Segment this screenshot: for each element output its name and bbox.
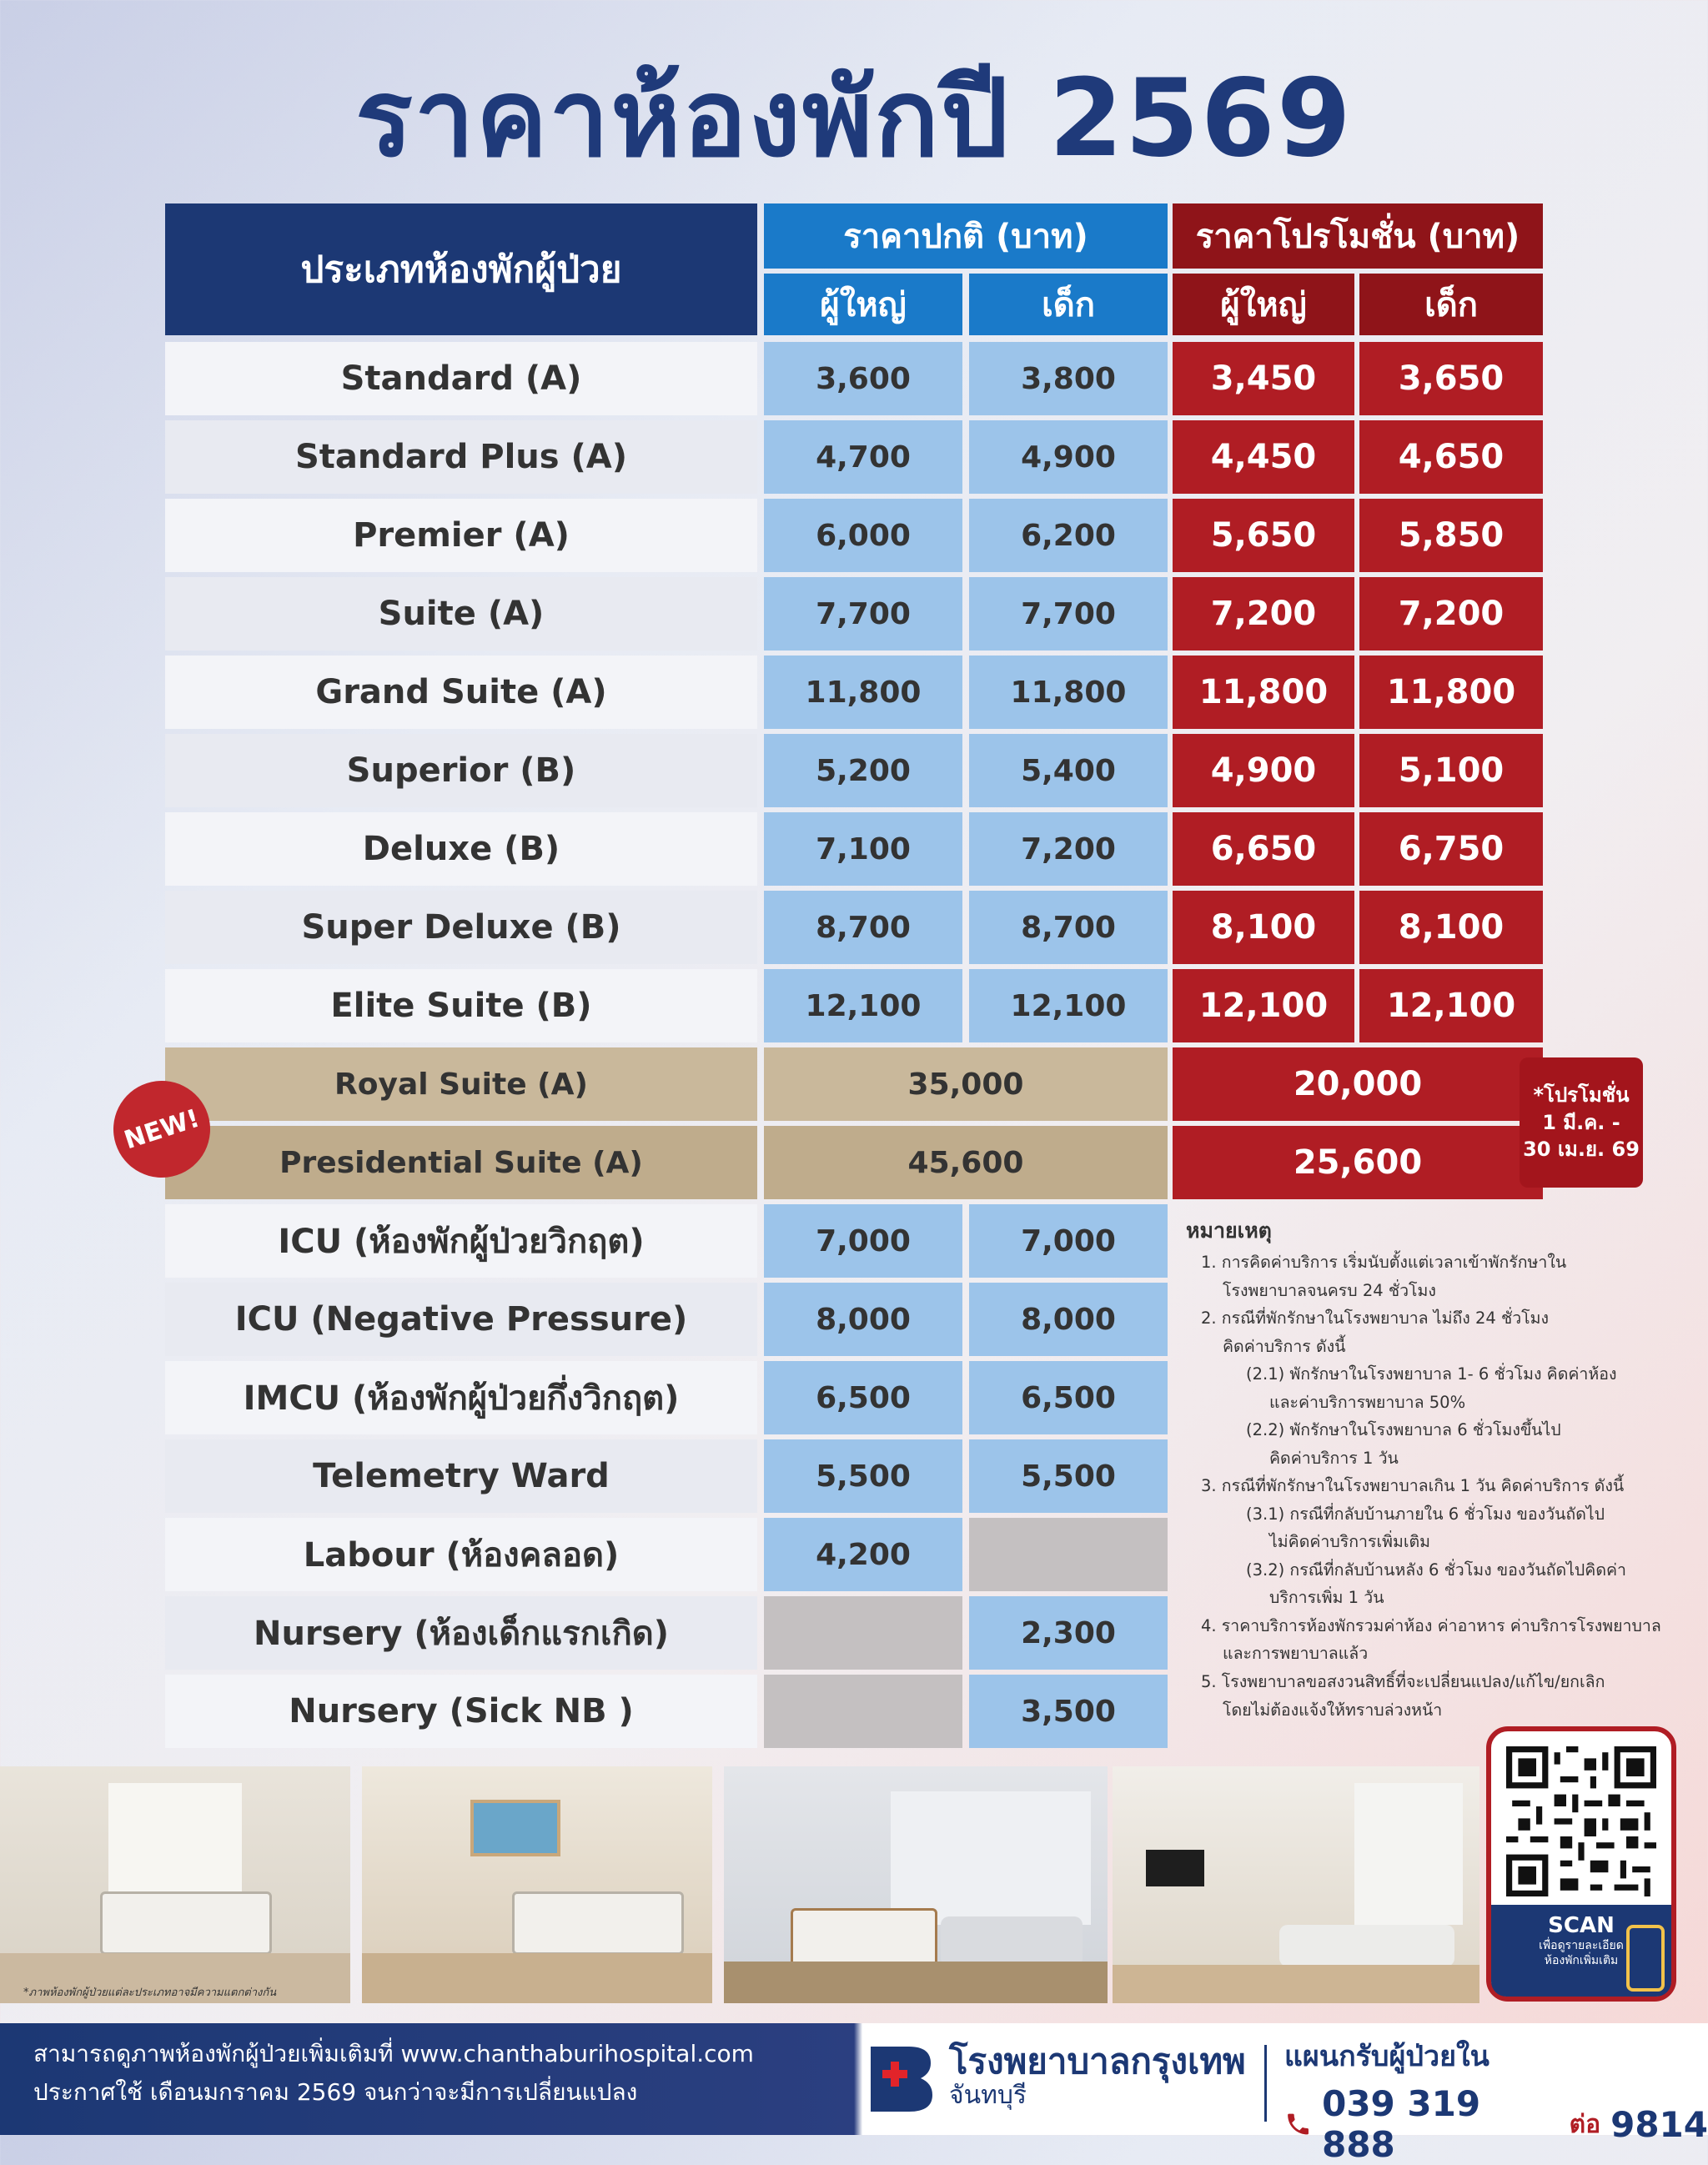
room-name: Superior (B) xyxy=(165,734,757,807)
note-line: (2.1) พักรักษาในโรงพยาบาล 1- 6 ชั่วโมง คิดค่าห้อง xyxy=(1246,1364,1617,1384)
promo-tag-line1: *โปรโมชั่น xyxy=(1533,1083,1630,1108)
extension-label: ต่อ xyxy=(1569,2109,1601,2139)
note-line: และค่าบริการพยาบาล 50% xyxy=(1269,1392,1466,1412)
promo-child-price: 6,750 xyxy=(1359,812,1543,886)
note-line: (2.2) พักรักษาในโรงพยาบาล 6 ชั่วโมงขึ้นไป xyxy=(1246,1420,1561,1440)
regular-adult-price: 8,700 xyxy=(764,891,962,964)
notes-title: หมายเหตุ xyxy=(1186,1218,1272,1243)
note-line: (3.1) กรณีที่กลับบ้านภายใน 6 ชั่วโมง ของวันถัดไป xyxy=(1246,1504,1605,1524)
regular-price: 35,000 xyxy=(764,1047,1168,1121)
regular-adult-price: 12,100 xyxy=(764,969,962,1042)
hospital-brand xyxy=(949,2042,1246,2111)
regular-adult-price: 7,700 xyxy=(764,577,962,651)
page-title: ราคาห้องพักปี 2569 xyxy=(355,57,1353,181)
contact-phone-line[interactable] xyxy=(1284,2083,1708,2165)
room-name: Labour (ห้องคลอด) xyxy=(165,1518,757,1591)
regular-adult-price: 11,800 xyxy=(764,656,962,729)
promo-child-price: 5,100 xyxy=(1359,734,1543,807)
scan-sub-1: เพื่อดูรายละเอียด xyxy=(1539,1939,1624,1952)
footer-announce-line: ประกาศใช้ เดือนมกราคม 2569 จนกว่าจะมีการเปลี่ยนแปลง xyxy=(33,2078,638,2107)
phone-scan-icon xyxy=(1626,1925,1665,1992)
room-photo xyxy=(0,1766,350,2003)
note-line: คิดค่าบริการ 1 วัน xyxy=(1269,1448,1399,1468)
promo-period-tag xyxy=(1520,1057,1643,1188)
room-name: Nursery (Sick NB ) xyxy=(165,1675,757,1748)
phone-number[interactable]: 039 319 888 xyxy=(1322,2083,1481,2165)
room-name: ICU (ห้องพักผู้ป่วยวิกฤต) xyxy=(165,1204,757,1278)
child-price: 3,500 xyxy=(969,1675,1168,1748)
regular-child-price: 6,200 xyxy=(969,499,1168,572)
promo-adult-price: 8,100 xyxy=(1173,891,1354,964)
adult-price: 5,500 xyxy=(764,1439,962,1513)
note-line: 3. กรณีที่พักรักษาในโรงพยาบาลเกิน 1 วัน คิดค่าบริการ ดังนี้ xyxy=(1201,1476,1625,1496)
regular-adult-price: 7,100 xyxy=(764,812,962,886)
note-line: ไม่คิดค่าบริการเพิ่มเติม xyxy=(1269,1532,1431,1552)
regular-child-price: 11,800 xyxy=(969,656,1168,729)
promo-child-price: 11,800 xyxy=(1359,656,1543,729)
regular-child-price: 8,700 xyxy=(969,891,1168,964)
note-line: บริการเพิ่ม 1 วัน xyxy=(1269,1588,1384,1608)
contact-block xyxy=(1284,2033,1708,2165)
notes xyxy=(1186,1213,1678,1724)
note-line: 1. การคิดค่าบริการ เริ่มนับตั้งแต่เวลาเข้าพักรักษาใน xyxy=(1201,1253,1567,1272)
note-line: โรงพยาบาลจนครบ 24 ชั่วโมง xyxy=(1223,1280,1436,1300)
promo-child-price: 5,850 xyxy=(1359,499,1543,572)
room-name: IMCU (ห้องพักผู้ป่วยกึ่งวิกฤต) xyxy=(165,1361,757,1434)
note-line: 4. ราคาบริการห้องพักรวมค่าห้อง ค่าอาหาร ค่าบริการโรงพยาบาล xyxy=(1201,1615,1661,1635)
promo-child-price: 12,100 xyxy=(1359,969,1543,1042)
brand-name: โรงพยาบาลกรุงเทพ xyxy=(949,2041,1246,2082)
promo-adult-price: 7,200 xyxy=(1173,577,1354,651)
room-photo xyxy=(724,1766,1108,2003)
room-name: Standard (A) xyxy=(165,342,757,415)
child-price: 8,000 xyxy=(969,1283,1168,1356)
regular-adult-price: 4,700 xyxy=(764,420,962,494)
scan-banner xyxy=(1491,1905,1671,1997)
regular-child-price: 3,800 xyxy=(969,342,1168,415)
promo-adult-price: 5,650 xyxy=(1173,499,1354,572)
header-regular-adult: ผู้ใหญ่ xyxy=(764,274,962,335)
regular-adult-price: 5,200 xyxy=(764,734,962,807)
regular-child-price: 12,100 xyxy=(969,969,1168,1042)
note-line: และการพยาบาลแล้ว xyxy=(1223,1644,1369,1664)
header-promo-child: เด็ก xyxy=(1359,274,1543,335)
note-line: คิดค่าบริการ ดังนี้ xyxy=(1223,1336,1346,1356)
room-photo xyxy=(1113,1766,1479,2003)
photo-caption: *ภาพห้องพักผู้ป่วยแต่ละประเภทอาจมีความแตกต่างกัน xyxy=(23,1987,277,1999)
scan-label: SCAN xyxy=(1548,1913,1615,1938)
regular-child-price: 4,900 xyxy=(969,420,1168,494)
regular-child-price: 5,400 xyxy=(969,734,1168,807)
footer-info xyxy=(33,2035,754,2112)
header-regular-price: ราคาปกติ (บาท) xyxy=(764,203,1168,269)
room-name: Telemetry Ward xyxy=(165,1439,757,1513)
room-name: Grand Suite (A) xyxy=(165,656,757,729)
adult-price: 6,500 xyxy=(764,1361,962,1434)
promo-price: 20,000 xyxy=(1173,1047,1543,1121)
footer-website-line: สามารถดูภาพห้องพักผู้ป่วยเพิ่มเติมที่ www.chanthaburihospital.com xyxy=(33,2040,754,2067)
new-badge: NEW! xyxy=(101,1068,223,1190)
room-name: Royal Suite (A) xyxy=(165,1047,757,1121)
promo-adult-price: 6,650 xyxy=(1173,812,1354,886)
room-name: Standard Plus (A) xyxy=(165,420,757,494)
regular-adult-price: 6,000 xyxy=(764,499,962,572)
note-line: โดยไม่ต้องแจ้งให้ทราบล่วงหน้า xyxy=(1223,1700,1443,1720)
child-price: 2,300 xyxy=(969,1596,1168,1670)
promo-adult-price: 4,900 xyxy=(1173,734,1354,807)
empty-cell xyxy=(969,1518,1168,1591)
regular-adult-price: 3,600 xyxy=(764,342,962,415)
promo-adult-price: 11,800 xyxy=(1173,656,1354,729)
note-line: 5. โรงพยาบาลขอสงวนสิทธิ์ที่จะเปลี่ยนแปลง/แก้ไข/ยกเลิก xyxy=(1201,1671,1605,1691)
room-name: Suite (A) xyxy=(165,577,757,651)
promo-child-price: 4,650 xyxy=(1359,420,1543,494)
room-name: ICU (Negative Pressure) xyxy=(165,1283,757,1356)
regular-child-price: 7,200 xyxy=(969,812,1168,886)
phone-icon xyxy=(1284,2110,1312,2138)
contact-label: แผนกรับผู้ป่วยใน xyxy=(1284,2040,1489,2073)
child-price: 5,500 xyxy=(969,1439,1168,1513)
brand-branch: จันทบุรี xyxy=(949,2081,1027,2111)
child-price: 6,500 xyxy=(969,1361,1168,1434)
adult-price: 7,000 xyxy=(764,1204,962,1278)
promo-child-price: 3,650 xyxy=(1359,342,1543,415)
scan-sub-2: ห้องพักเพิ่มเติม xyxy=(1544,1954,1619,1968)
header-promo-adult: ผู้ใหญ่ xyxy=(1173,274,1354,335)
promo-price: 25,600 xyxy=(1173,1126,1543,1199)
empty-cell xyxy=(764,1675,962,1748)
child-price: 7,000 xyxy=(969,1204,1168,1278)
room-name: Deluxe (B) xyxy=(165,812,757,886)
header-room-type: ประเภทห้องพักผู้ป่วย xyxy=(165,203,757,335)
note-line: 2. กรณีที่พักรักษาในโรงพยาบาล ไม่ถึง 24 ชั่วโมง xyxy=(1201,1309,1550,1329)
promo-adult-price: 12,100 xyxy=(1173,969,1354,1042)
qr-card[interactable] xyxy=(1486,1726,1676,2002)
header-promo-price: ราคาโปรโมชั่น (บาท) xyxy=(1173,203,1543,269)
promo-child-price: 7,200 xyxy=(1359,577,1543,651)
adult-price: 8,000 xyxy=(764,1283,962,1356)
promo-tag-line2: 1 มี.ค. - xyxy=(1542,1110,1620,1134)
adult-price: 4,200 xyxy=(764,1518,962,1591)
promo-child-price: 8,100 xyxy=(1359,891,1543,964)
empty-cell xyxy=(764,1596,962,1670)
hospital-logo-icon xyxy=(866,2042,936,2117)
regular-child-price: 7,700 xyxy=(969,577,1168,651)
room-name: Elite Suite (B) xyxy=(165,969,757,1042)
footer-divider xyxy=(1264,2045,1267,2122)
room-photo xyxy=(362,1766,712,2003)
room-name: Super Deluxe (B) xyxy=(165,891,757,964)
room-name: Nursery (ห้องเด็กแรกเกิด) xyxy=(165,1596,757,1670)
header-regular-child: เด็ก xyxy=(969,274,1168,335)
extension-number[interactable]: 9814 xyxy=(1610,2103,1708,2145)
qr-code[interactable] xyxy=(1506,1746,1656,1896)
regular-price: 45,600 xyxy=(764,1126,1168,1199)
note-line: (3.2) กรณีที่กลับบ้านหลัง 6 ชั่วโมง ของวันถัดไปคิดค่า xyxy=(1246,1560,1627,1580)
room-name: Presidential Suite (A) xyxy=(165,1126,757,1199)
promo-adult-price: 4,450 xyxy=(1173,420,1354,494)
room-name: Premier (A) xyxy=(165,499,757,572)
promo-tag-line3: 30 เม.ย. 69 xyxy=(1523,1138,1640,1162)
promo-adult-price: 3,450 xyxy=(1173,342,1354,415)
